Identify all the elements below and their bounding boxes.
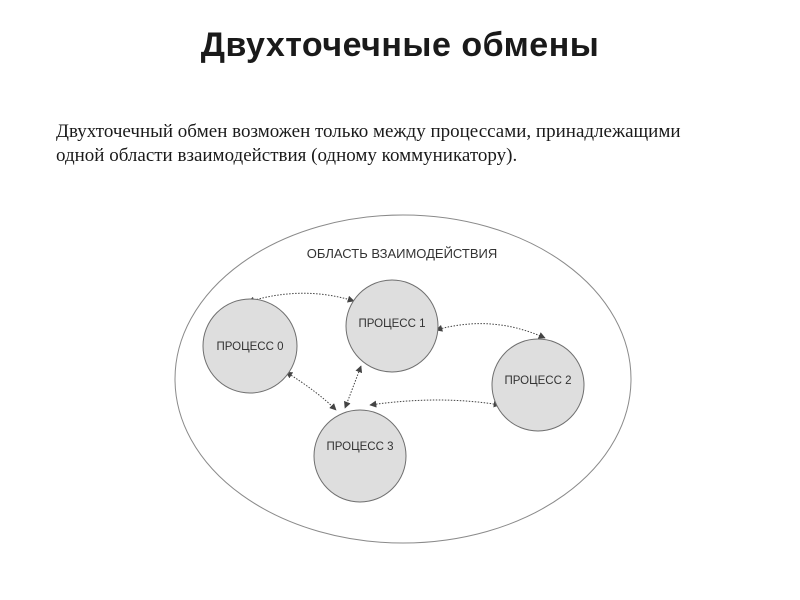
arrow-process0-process3 [286, 372, 336, 410]
process-label: ПРОЦЕСС 3 [326, 441, 394, 453]
slide-title: Двухточечные обмены [200, 26, 600, 64]
arrow-process3-process2 [370, 400, 500, 405]
process-node-3 [314, 410, 406, 502]
arrow-process1-process3 [345, 366, 361, 408]
process-label: ПРОЦЕСС 0 [216, 341, 284, 353]
communication-area-label: ОБЛАСТЬ ВЗАИМОДЕЙСТВИЯ [306, 246, 498, 261]
slide-body-text: Двухточечный обмен возможен только между процессами, принадлежащими одной области взаимодействия (одному коммуникатору). [56, 121, 681, 166]
arrow-process1-process2 [436, 324, 545, 338]
process-node-2 [492, 339, 584, 431]
process-label: ПРОЦЕСС 1 [358, 318, 426, 330]
process-node-1 [346, 280, 438, 372]
process-node-0 [203, 299, 297, 393]
process-label: ПРОЦЕСС 2 [504, 375, 572, 387]
